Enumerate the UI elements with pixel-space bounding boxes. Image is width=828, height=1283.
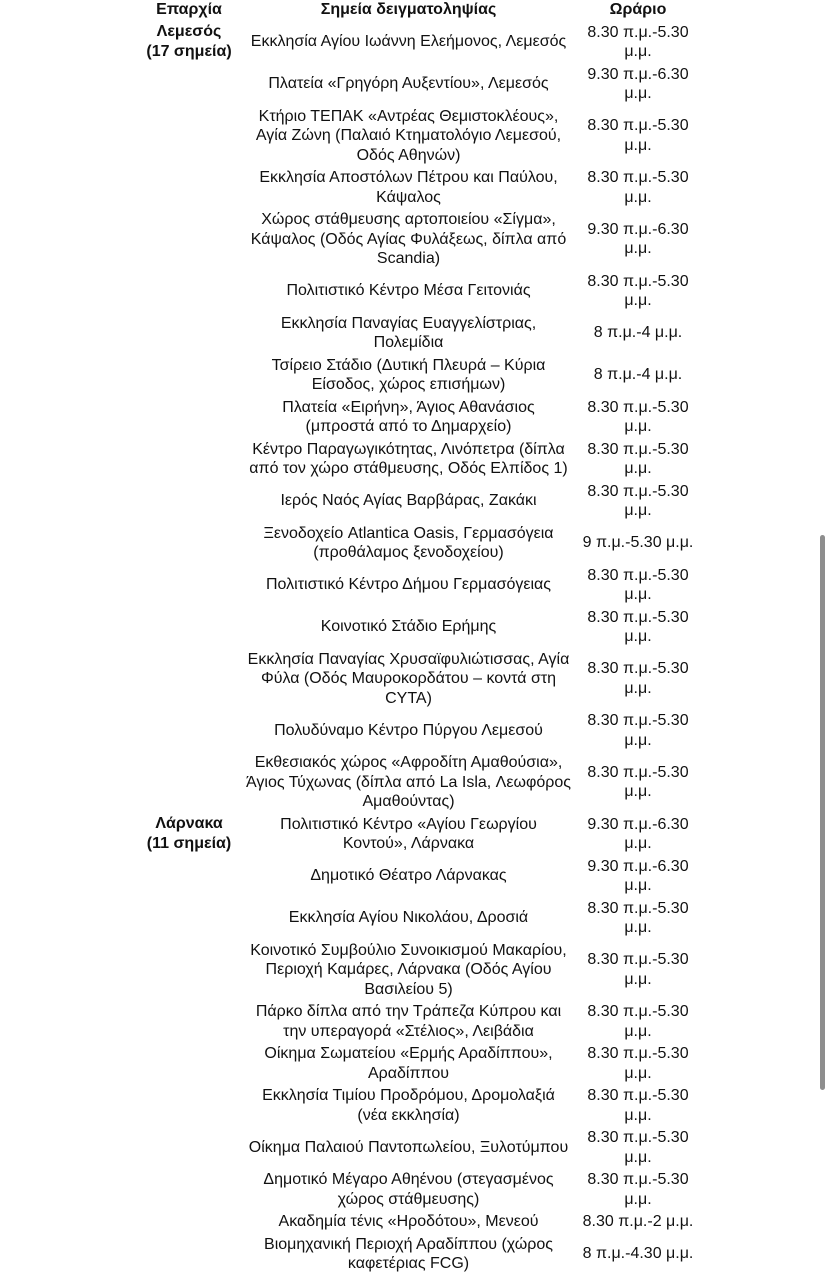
location-cell: Τσίρειο Στάδιο (Δυτική Πλευρά – Κύρια Είσοδος, χώρος επισήμων) [271,356,546,393]
district-count: (17 σημεία) [146,42,232,60]
district-cell-empty [136,270,242,312]
district-cell-empty [136,438,242,480]
location-cell: Ιερός Ναός Αγίας Βαρβάρας, Ζακάκι [280,492,537,510]
district-cell-empty [136,312,242,354]
hours-cell: 8.30 π.μ.-5.30 μ.μ. [587,951,689,988]
district-cell-empty [136,396,242,438]
location-cell: Κοινοτικό Στάδιο Ερήμης [320,618,497,636]
location-cell: Πολιτιστικό Κέντρο «Αγίου Γεωργίου Κοντού», Λάρνακα [280,815,537,852]
district-cell-empty [136,648,242,710]
location-cell: Οίκημα Σωματείου «Ερμής Αραδίππου», Αραδίππου [264,1045,553,1082]
location-cell: Εκκλησία Παναγίας Ευαγγελίστριας, Πολεμίδια [280,314,537,351]
table-row [136,312,701,354]
table-row [136,710,701,752]
hours-cell: 9 π.μ.-5.30 μ.μ. [582,534,694,552]
table-row [136,396,701,438]
location-cell: Πολιτιστικό Κέντρο Δήμου Γερμασόγειας [266,576,551,594]
header-hours: Ωράριο [609,1,667,18]
header-sampling-points: Σημεία δειγματοληψίας [320,1,497,18]
hours-cell: 8.30 π.μ.-5.30 μ.μ. [587,1003,689,1040]
district-cell-empty [136,1127,242,1169]
hours-cell: 8.30 π.μ.-5.30 μ.μ. [587,1087,689,1124]
district-cell-empty [136,209,242,271]
table-row [136,1085,701,1127]
table-row [136,167,701,209]
hours-cell: 8.30 π.μ.-5.30 μ.μ. [587,398,689,435]
hours-cell: 8.30 π.μ.-5.30 μ.μ. [587,272,689,309]
hours-cell: 8 π.μ.-4 μ.μ. [593,324,683,342]
district-cell-empty [136,1169,242,1211]
hours-cell: 8.30 π.μ.-5.30 μ.μ. [587,482,689,519]
table-row [136,897,701,939]
location-cell: Δημοτικό Μέγαρο Αθηένου (στεγασμένος χώρος στάθμευσης) [263,1171,554,1208]
table-row [136,648,701,710]
table-row [136,105,701,167]
district-cell-empty [136,1233,242,1275]
district-cell-empty [136,522,242,564]
district-cell-empty [136,939,242,1001]
location-cell: Πολυδύναμο Κέντρο Πύργου Λεμεσού [274,721,543,739]
hours-cell: 8.30 π.μ.-5.30 μ.μ. [587,169,689,206]
table-row [136,1211,701,1234]
table-row [136,438,701,480]
hours-cell: 9.30 π.μ.-6.30 μ.μ. [587,857,689,894]
table-row [136,606,701,648]
table-row [136,939,701,1001]
table-row [136,21,701,63]
hours-cell: 9.30 π.μ.-6.30 μ.μ. [587,220,689,258]
hours-cell: 8 π.μ.-4 μ.μ. [593,366,683,384]
location-cell: Ξενοδοχείο Atlantica Oasis, Γερμασόγεια (προθάλαμος ξενοδοχείου) [263,524,554,561]
location-cell: Εκκλησία Παναγίας Χρυσαϊφυλιώτισσας, Αγία Φύλα (Οδός Μαυροκορδάτου – κοντά στη CYTA) [247,650,570,707]
district-cell-empty [136,1085,242,1127]
table-row [136,564,701,606]
table-row [136,1169,701,1211]
district-cell-empty [136,710,242,752]
district-cell-empty [136,354,242,396]
table-row [136,1043,701,1085]
table-row [136,480,701,522]
district-cell-empty [136,1043,242,1085]
header-district: Επαρχία [156,1,222,18]
hours-cell: 8.30 π.μ.-5.30 μ.μ. [587,23,689,60]
district-cell-empty [136,752,242,814]
hours-cell: 8.30 π.μ.-2 μ.μ. [582,1213,694,1230]
location-cell: Πλατεία «Γρηγόρη Αυξεντίου», Λεμεσός [268,75,549,93]
hours-cell: 8.30 π.μ.-5.30 μ.μ. [587,117,689,154]
scrollbar-thumb[interactable] [820,535,825,1090]
location-cell: Κοινοτικό Συμβούλιο Συνοικισμού Μακαρίου, Περιοχή Καμάρες, Λάρνακα (Οδός Αγίου Βασιλείου 5) [250,941,567,998]
district-cell [136,21,242,63]
hours-cell: 9.30 π.μ.-6.30 μ.μ. [587,65,689,102]
location-cell: Πολιτιστικό Κέντρο Μέσα Γειτονιάς [286,282,531,300]
table-row [136,1233,701,1275]
district-count: (11 σημεία) [146,834,232,852]
hours-cell: 8.30 π.μ.-5.30 μ.μ. [587,1045,689,1082]
district-cell-empty [136,606,242,648]
location-cell: Οίκημα Παλαιού Παντοπωλείου, Ξυλοτύμπου [248,1138,569,1156]
sampling-points-table [136,0,701,1275]
location-cell: Εκκλησία Αγίου Νικολάου, Δροσιά [288,909,529,927]
table-row [136,522,701,564]
district-name: Λεμεσός [156,23,222,40]
table-row [136,1001,701,1043]
district-cell-empty [136,1211,242,1234]
table-header-row [136,0,701,21]
location-cell: Πλατεία «Ειρήνη», Άγιος Αθανάσιος (μπροστά από το Δημαρχείο) [282,398,535,435]
hours-cell: 8.30 π.μ.-5.30 μ.μ. [587,608,689,645]
hours-cell: 8 π.μ.-4.30 μ.μ. [582,1245,694,1263]
table-row [136,1127,701,1169]
location-cell: Χώρος στάθμευσης αρτοποιείου «Σίγμα», Κάψαλος (Οδός Αγίας Φυλάξεως, δίπλα από Scandia) [250,211,567,267]
location-cell: Κτήριο ΤΕΠΑΚ «Αντρέας Θεμιστοκλέους», Αγία Ζώνη (Παλαιό Κτηματολόγιο Λεμεσού, Οδός Αθηνών) [255,107,562,164]
table-row [136,813,701,855]
hours-cell: 8.30 π.μ.-5.30 μ.μ. [587,712,689,749]
location-cell: Ακαδημία τένις «Ηροδότου», Μενεού [278,1213,539,1230]
location-cell: Εκθεσιακός χώρος «Αφροδίτη Αμαθούσια», Άγιος Τύχωνας (δίπλα από La Isla, Λεωφόρος Αμαθούντας) [246,754,571,810]
hours-cell: 8.30 π.μ.-5.30 μ.μ. [587,440,689,477]
hours-cell: 8.30 π.μ.-5.30 μ.μ. [587,1171,689,1208]
district-cell [136,813,242,855]
hours-cell: 8.30 π.μ.-5.30 μ.μ. [587,1129,689,1166]
table-row [136,63,701,105]
district-cell-empty [136,855,242,897]
district-cell-empty [136,63,242,105]
location-cell: Εκκλησία Αγίου Ιωάννη Ελεήμονος, Λεμεσός [250,33,567,51]
location-cell: Εκκλησία Τιμίου Προδρόμου, Δρομολαξιά (νέα εκκλησία) [262,1087,555,1124]
hours-cell: 8.30 π.μ.-5.30 μ.μ. [587,763,689,801]
district-cell-empty [136,167,242,209]
location-cell: Εκκλησία Αποστόλων Πέτρου και Παύλου, Κάψαλος [259,169,558,206]
district-cell-empty [136,105,242,167]
hours-cell: 8.30 π.μ.-5.30 μ.μ. [587,899,689,936]
table-row [136,209,701,271]
district-name: Λάρνακα [155,815,223,832]
table-body [136,21,701,1275]
location-cell: Δημοτικό Θέατρο Λάρνακας [310,867,507,885]
table-row [136,270,701,312]
location-cell: Πάρκο δίπλα από την Τράπεζα Κύπρου και την υπεραγορά «Στέλιος», Λειβάδια [255,1003,562,1040]
table-row [136,354,701,396]
hours-cell: 8.30 π.μ.-5.30 μ.μ. [587,566,689,603]
district-cell-empty [136,897,242,939]
location-cell: Κέντρο Παραγωγικότητας, Λινόπετρα (δίπλα από τον χώρο στάθμευσης, Οδός Ελπίδος 1) [249,440,568,477]
hours-cell: 9.30 π.μ.-6.30 μ.μ. [587,815,689,852]
table-row [136,855,701,897]
location-cell: Βιομηχανική Περιοχή Αραδίππου (χώρος καφετέριας FCG) [264,1235,553,1272]
district-cell-empty [136,1001,242,1043]
table-row [136,752,701,814]
hours-cell: 8.30 π.μ.-5.30 μ.μ. [587,660,689,697]
district-cell-empty [136,480,242,522]
district-cell-empty [136,564,242,606]
